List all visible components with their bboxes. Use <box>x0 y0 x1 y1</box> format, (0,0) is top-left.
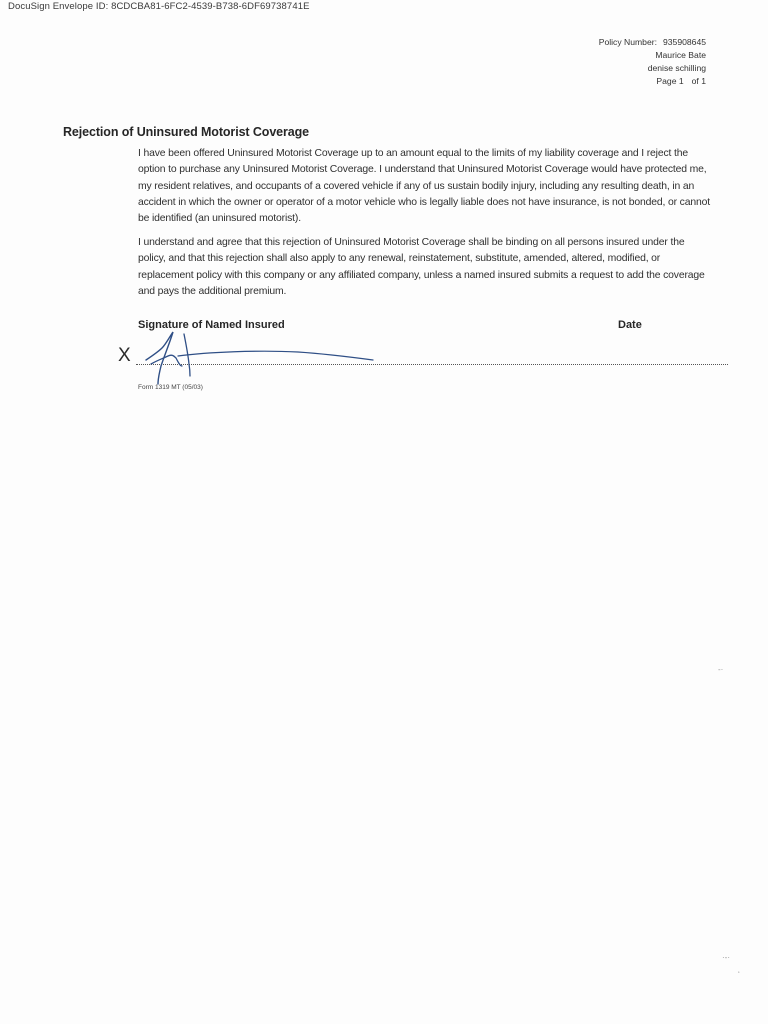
paragraph-offer-and-rejection: I have been offered Uninsured Motorist Coverage up to an amount equal to the limits of my liability coverage and I reject the option to purchase any Uninsured Motorist Coverage. I understand that Uninsured Motorist Coverage would have protected me, my resident relatives, and occupants of a covered vehicle if any of us sustain bodily injury, including any resulting death, in an accident in which the owner or operator of a motor vehicle who is legally liable does not have insurance, is not bonded, or cannot be identified (an uninsured motorist). <box>138 148 710 225</box>
policy-header <box>599 36 706 88</box>
page-count <box>599 75 706 88</box>
date-label: Date <box>618 319 642 331</box>
paragraph-binding-agreement: I understand and agree that this rejection of Uninsured Motorist Coverage shall be binding on all persons insured under the policy, and that this rejection shall also apply to any renewal, reinstatement, substitute, amended, altered, modified, or replacement policy with this company or any affiliated company, unless a named insured submits a request to add the coverage and pays the additional premium. <box>138 237 705 297</box>
docusign-envelope-id: DocuSign Envelope ID: 8CDCBA81-6FC2-4539-B738-6DF69738741E <box>8 1 310 12</box>
form-identifier: Form 1319 MT (05/03) <box>138 384 203 391</box>
insured-name-2: denise schilling <box>647 63 706 73</box>
signature-label: Signature of Named Insured <box>138 319 285 331</box>
scan-speck: ʻ <box>738 970 740 979</box>
handwritten-signature <box>118 326 398 386</box>
signature-x-mark: X <box>118 345 131 366</box>
policy-number-value: 935908645 <box>662 37 706 47</box>
page-of: of 1 <box>691 76 706 86</box>
scan-speck: -· <box>718 665 724 674</box>
document-title: Rejection of Uninsured Motorist Coverage <box>63 125 310 139</box>
policy-number-line <box>599 36 706 49</box>
page-label: Page 1 <box>656 76 684 86</box>
policy-number-label: Policy Number: <box>598 37 657 47</box>
scan-speck: ·-· <box>722 953 730 962</box>
insured-name-1: Maurice Bate <box>655 50 706 60</box>
